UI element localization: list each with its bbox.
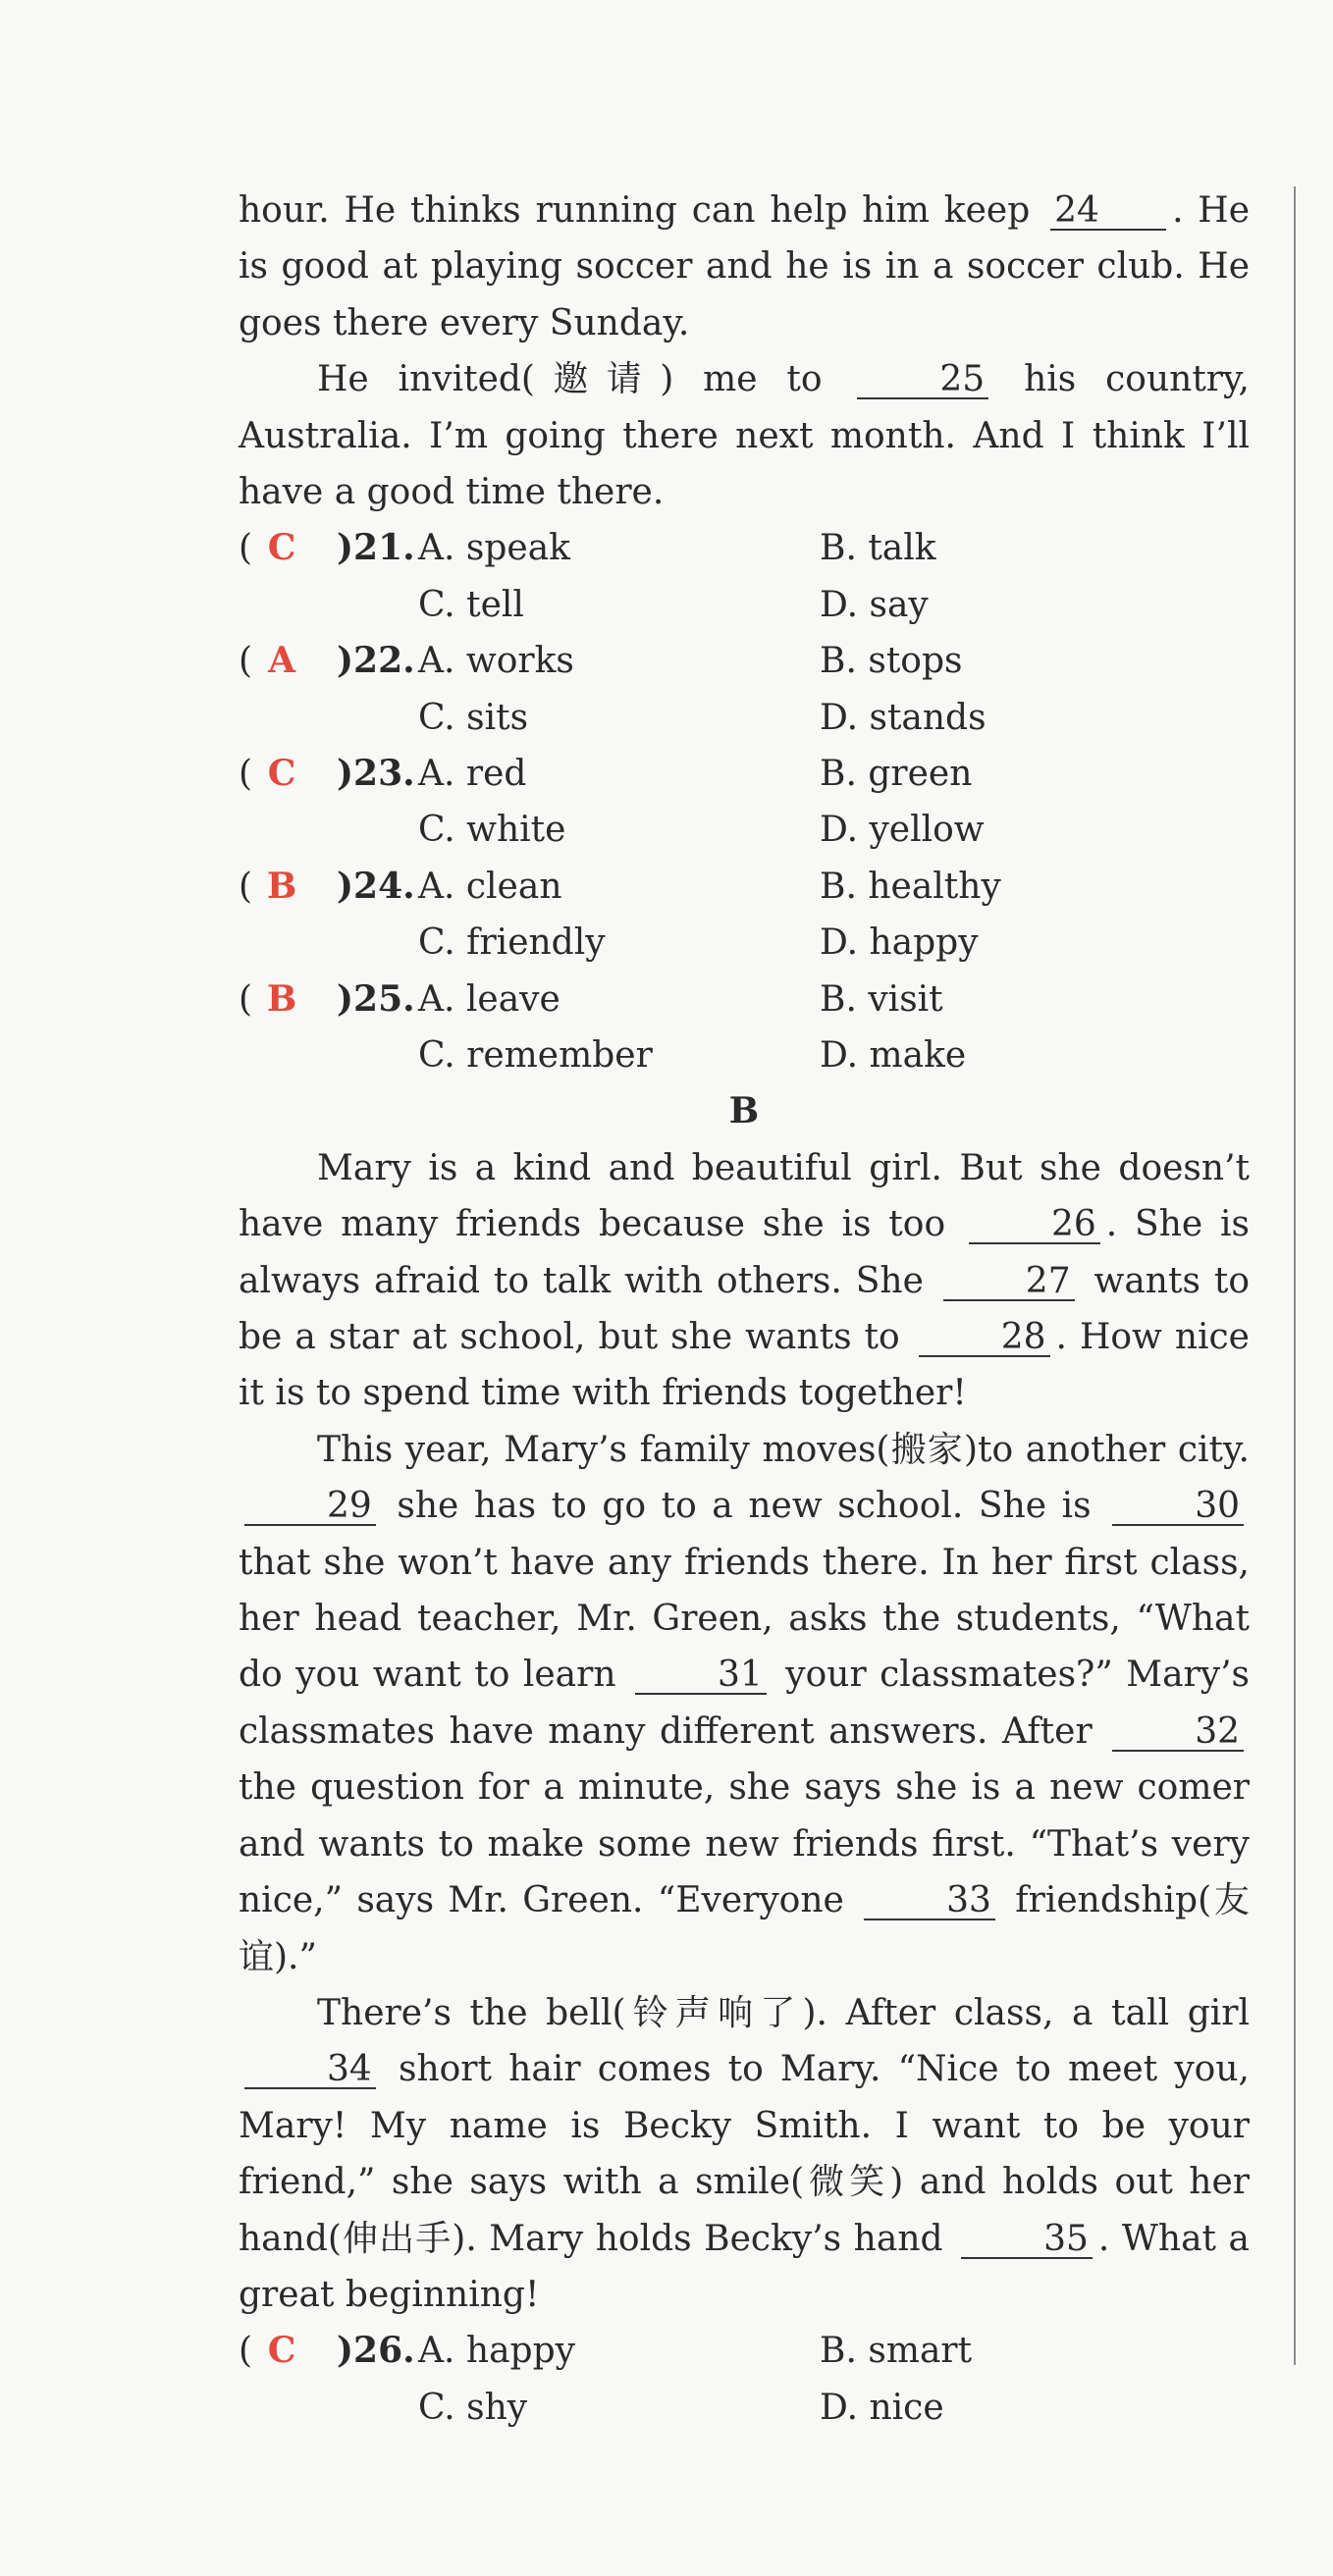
text: There’s the bell(铃声响了). After class, a tall girl — [317, 1992, 1250, 2033]
answer-letter: B — [266, 977, 297, 1020]
section-b-heading: B — [728, 1090, 760, 1132]
answer-letter: A — [268, 640, 296, 682]
option-b: B. stops — [820, 641, 963, 682]
text: she has to go to a new school. She is — [381, 1486, 1107, 1527]
option-b: B. smart — [820, 2331, 973, 2372]
option-c: C. remember — [418, 1035, 653, 1077]
text: This year, Mary’s family moves(搬家)to another city. — [317, 1429, 1250, 1470]
question-number: )25. — [337, 977, 415, 1020]
option-a: A. works — [418, 641, 574, 682]
text: that she won’t have any friends there. In her first class, her head teacher, Mr. Green, asks the students, “What do you want to learn — [239, 1542, 1250, 1696]
question-list-b — [239, 2323, 1250, 2436]
option-c: C. sits — [418, 697, 529, 738]
blank-31: 31 — [635, 1657, 767, 1695]
option-b: B. visit — [820, 978, 943, 1020]
answer-letter: C — [267, 2330, 296, 2372]
paren: ( — [239, 978, 253, 1020]
text: your classmates?” Mary’s classmates have many different answers. After — [239, 1655, 1250, 1752]
option-b: B. healthy — [820, 866, 1001, 907]
question-number: )21. — [337, 527, 415, 569]
answer-bracket — [239, 2323, 347, 2379]
text: . She is always afraid to talk with others. She — [239, 1204, 1250, 1301]
question-number: )26. — [337, 2330, 415, 2372]
blank-33: 33 — [864, 1883, 995, 1920]
question-25 — [239, 972, 1250, 1084]
paren: ( — [239, 2331, 253, 2372]
question-21 — [239, 520, 1250, 633]
text: He invited(邀请) me to — [317, 359, 852, 400]
paren: ( — [239, 641, 253, 682]
option-b: B. talk — [820, 528, 936, 569]
option-d: D. happy — [820, 922, 979, 964]
paren: ( — [239, 754, 253, 795]
text: his country, Australia. I’m going there next month. And I think I’ll have a good time there. — [239, 359, 1250, 513]
blank-28: 28 — [919, 1320, 1050, 1357]
answer-bracket — [239, 746, 347, 802]
option-a: A. speak — [418, 528, 570, 569]
blank-35: 35 — [961, 2222, 1093, 2259]
paren: ( — [239, 528, 253, 569]
passage-a-paragraph-1 — [239, 183, 1250, 351]
blank-24: 24 — [1050, 193, 1166, 231]
answer-bracket — [239, 520, 347, 576]
passage-a-paragraph-2 — [239, 351, 1250, 520]
paren: ( — [239, 866, 253, 907]
text: Mary is a kind and beautiful girl. But she doesn’t have many friends because she is too — [239, 1147, 1250, 1245]
option-a: A. red — [418, 754, 527, 795]
question-26 — [239, 2323, 1250, 2436]
passage-b-paragraph-1 — [239, 1140, 1250, 1422]
option-c: C. tell — [418, 584, 524, 625]
answer-letter: C — [267, 753, 296, 795]
margin-rule — [1294, 186, 1296, 2365]
text: friendship(友谊).” — [239, 1880, 1251, 1977]
text: short hair comes to Mary. “Nice to meet you, Mary! My name is Becky Smith. I want to be your friend,” she says with a smile(微笑) and holds out her hand(伸出手). Mary holds Becky’s hand — [239, 2049, 1250, 2259]
option-d: D. make — [820, 1035, 967, 1077]
answer-letter: C — [267, 527, 296, 569]
content — [239, 183, 1250, 2436]
question-number: )23. — [337, 753, 415, 795]
option-a: A. happy — [418, 2331, 575, 2372]
answer-letter: B — [266, 865, 297, 907]
option-a: A. clean — [418, 866, 562, 907]
text: . He is good at playing soccer and he is in a soccer club. He goes there every Sunday. — [239, 190, 1250, 343]
question-23 — [239, 746, 1250, 859]
question-list-a — [239, 520, 1250, 1083]
option-c: C. white — [418, 810, 566, 851]
option-d: D. say — [820, 584, 929, 625]
option-d: D. nice — [820, 2387, 944, 2428]
blank-32: 32 — [1112, 1714, 1244, 1752]
question-number: )22. — [337, 640, 415, 682]
text: wants to be a star at school, but she wants to — [239, 1260, 1250, 1358]
text: the question for a minute, she says she is a new comer and wants to make some new friends first. “That’s very nice,” says Mr. Green. “Everyone — [239, 1767, 1250, 1921]
option-b: B. green — [820, 754, 973, 795]
text: . What a great beginning! — [239, 2218, 1250, 2315]
option-c: C. friendly — [418, 922, 606, 964]
text: hour. He thinks running can help him keep — [239, 190, 1045, 231]
question-22 — [239, 633, 1250, 746]
passage-b-paragraph-3 — [239, 1985, 1250, 2323]
option-c: C. shy — [418, 2387, 528, 2428]
answer-bracket — [239, 972, 347, 1027]
option-d: D. yellow — [820, 810, 985, 851]
passage-b-paragraph-2 — [239, 1422, 1250, 1985]
text: . How nice it is to spend time with friends together! — [239, 1317, 1250, 1414]
answer-bracket — [239, 633, 347, 689]
option-d: D. stands — [820, 697, 986, 738]
blank-34: 34 — [244, 2052, 376, 2089]
blank-27: 27 — [943, 1264, 1075, 1301]
blank-25: 25 — [857, 362, 988, 399]
blank-30: 30 — [1112, 1489, 1244, 1526]
option-a: A. leave — [418, 978, 560, 1020]
question-number: )24. — [337, 865, 415, 907]
question-24 — [239, 859, 1250, 972]
blank-26: 26 — [969, 1207, 1100, 1244]
blank-29: 29 — [244, 1489, 376, 1526]
answer-bracket — [239, 859, 347, 915]
